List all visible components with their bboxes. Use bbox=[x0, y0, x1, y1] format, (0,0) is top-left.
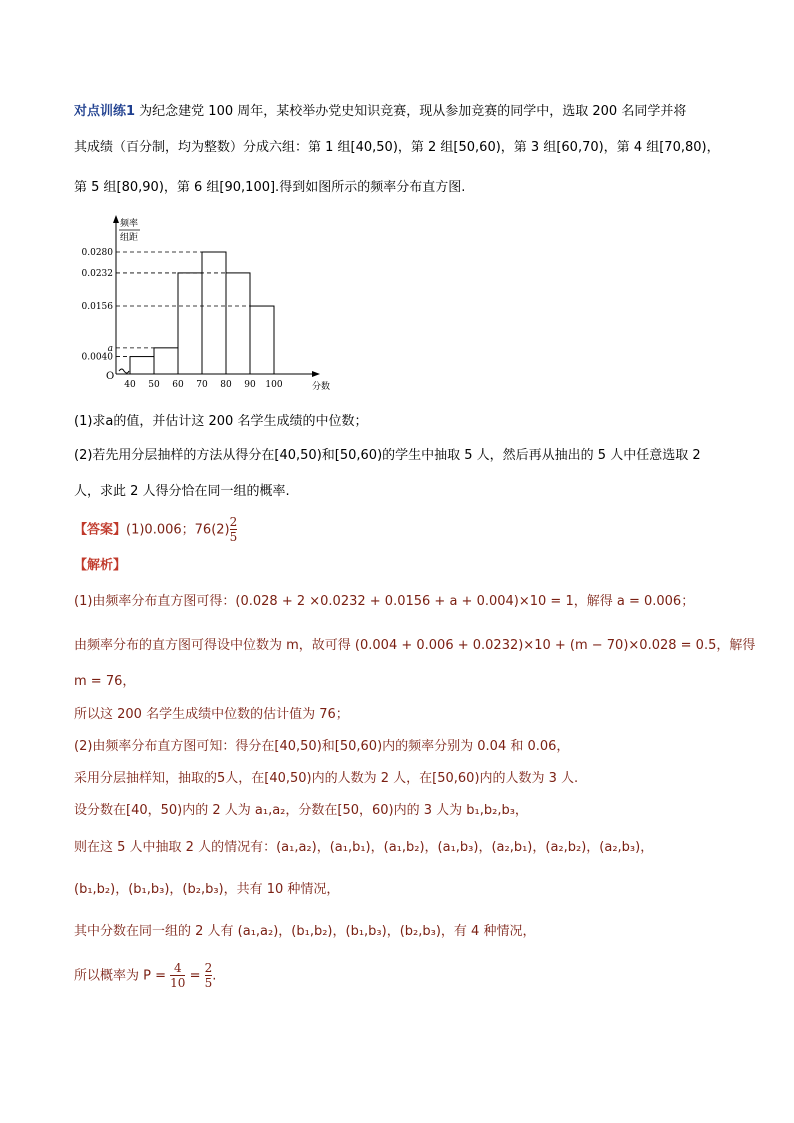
analysis-label-line bbox=[74, 556, 126, 576]
question-2-line-2: 人，求此 2 人得分恰在同一组的概率. bbox=[74, 484, 290, 499]
x-tick-label: 70 bbox=[196, 380, 208, 390]
histogram-bar bbox=[202, 252, 226, 374]
probability-fraction-1 bbox=[170, 962, 185, 990]
answer-frac-num: 2 bbox=[229, 515, 238, 529]
problem-line-1 bbox=[74, 102, 686, 122]
x-tick-label: 90 bbox=[244, 380, 256, 390]
x-tick-label: 80 bbox=[220, 380, 232, 390]
fraction-2-num: 2 bbox=[204, 961, 213, 975]
fraction-2-den: 5 bbox=[204, 976, 213, 990]
y-label-top: 频率 bbox=[120, 219, 139, 229]
histogram-bar bbox=[178, 273, 202, 374]
answer-text: (1)0.006；76(2) bbox=[126, 522, 230, 538]
analysis-step-7: 设分数在[40，50)内的 2 人为 a₁,a₂，分数在[50，60)内的 3 人为 b₁,b₂,b₃， bbox=[74, 803, 528, 818]
x-label: 分数 bbox=[312, 382, 331, 392]
x-tick-label: 60 bbox=[172, 380, 184, 390]
axis-break-mark bbox=[119, 369, 129, 373]
y-axis-arrow bbox=[113, 215, 119, 223]
problem-label: 对点训练1 bbox=[74, 104, 136, 119]
problem-line-3: 第 5 组[80,90)，第 6 组[90,100].得到如图所示的频率分布直方图. bbox=[74, 180, 466, 195]
x-axis-arrow bbox=[312, 371, 320, 377]
origin-label: O bbox=[106, 371, 115, 382]
analysis-step-3: m = 76， bbox=[74, 674, 136, 689]
histogram-bar bbox=[250, 306, 274, 374]
probability-equals: = bbox=[189, 968, 201, 984]
answer-line bbox=[74, 516, 237, 544]
problem-line-2: 其成绩（百分制，均为整数）分成六组：第 1 组[40,50)，第 2 组[50,60)，第 3 组[60,70)，第 4 组[70,80)， bbox=[74, 140, 720, 155]
analysis-step-6: 采用分层抽样知，抽取的5人，在[40,50)内的人数为 2 人，在[50,60)内的人数为 3 人. bbox=[74, 771, 579, 786]
y-tick-label: a bbox=[107, 343, 113, 354]
fraction-1-num: 4 bbox=[173, 961, 182, 975]
analysis-step-2: 由频率分布的直方图可得设中位数为 m，故可得 (0.004 + 0.006 + 0.0232)×10 + (m − 70)×0.028 = 0.5，解得 bbox=[74, 638, 756, 653]
histogram-bar bbox=[226, 273, 250, 374]
frequency-histogram bbox=[74, 212, 334, 397]
y-tick-label: 0.0040 bbox=[81, 352, 113, 363]
x-tick-label: 100 bbox=[265, 380, 283, 390]
analysis-step-1: (1)由频率分布直方图可得：(0.028 + 2 ×0.0232 + 0.0156 + a + 0.004)×10 = 1，解得 a = 0.006； bbox=[74, 594, 695, 609]
y-tick-label: 0.0232 bbox=[81, 268, 113, 279]
y-tick-label: 0.0280 bbox=[81, 248, 113, 258]
analysis-step-10: 其中分数在同一组的 2 人有 (a₁,a₂)，(b₁,b₂)，(b₁,b₃)，(b₂,b₃)，有 4 种情况， bbox=[74, 924, 536, 939]
problem-text-1: 为纪念建党 100 周年，某校举办党史知识竞赛，现从参加竞赛的同学中，选取 200 名同学并将 bbox=[135, 104, 687, 119]
analysis-step-5: (2)由频率分布直方图可知：得分在[40,50)和[50,60)内的频率分别为 0.04 和 0.06， bbox=[74, 739, 570, 754]
question-2-line-1: (2)若先用分层抽样的方法从得分在[40,50)和[50,60)的学生中抽取 5 人，然后再从抽出的 5 人中任意选取 2 bbox=[74, 448, 701, 463]
probability-end: . bbox=[212, 968, 217, 984]
analysis-step-9: (b₁,b₂)，(b₁,b₃)，(b₂,b₃)，共有 10 种情况， bbox=[74, 882, 340, 897]
x-tick-label: 40 bbox=[124, 380, 136, 390]
histogram-bar bbox=[154, 348, 178, 374]
probability-prefix: 所以概率为 P = bbox=[74, 968, 166, 984]
x-tick-label: 50 bbox=[148, 380, 160, 390]
answer-fraction bbox=[230, 516, 238, 544]
answer-frac-den: 5 bbox=[229, 530, 238, 544]
histogram-bar bbox=[130, 357, 154, 374]
y-tick-label: 0.0156 bbox=[81, 302, 113, 313]
y-label-bottom: 组距 bbox=[120, 233, 139, 243]
analysis-step-4: 所以这 200 名学生成绩中位数的估计值为 76； bbox=[74, 707, 349, 722]
analysis-step-8: 则在这 5 人中抽取 2 人的情况有：(a₁,a₂)，(a₁,b₁)，(a₁,b₂)，(a₁,b₃)，(a₂,b₁)，(a₂,b₂)，(a₂,b₃)， bbox=[74, 840, 654, 855]
question-1: (1)求a的值，并估计这 200 名学生成绩的中位数； bbox=[74, 414, 368, 429]
analysis-step-11 bbox=[74, 962, 216, 990]
fraction-1-den: 10 bbox=[170, 976, 186, 990]
answer-label: 【答案】 bbox=[74, 522, 127, 538]
analysis-label: 【解析】 bbox=[74, 558, 127, 573]
